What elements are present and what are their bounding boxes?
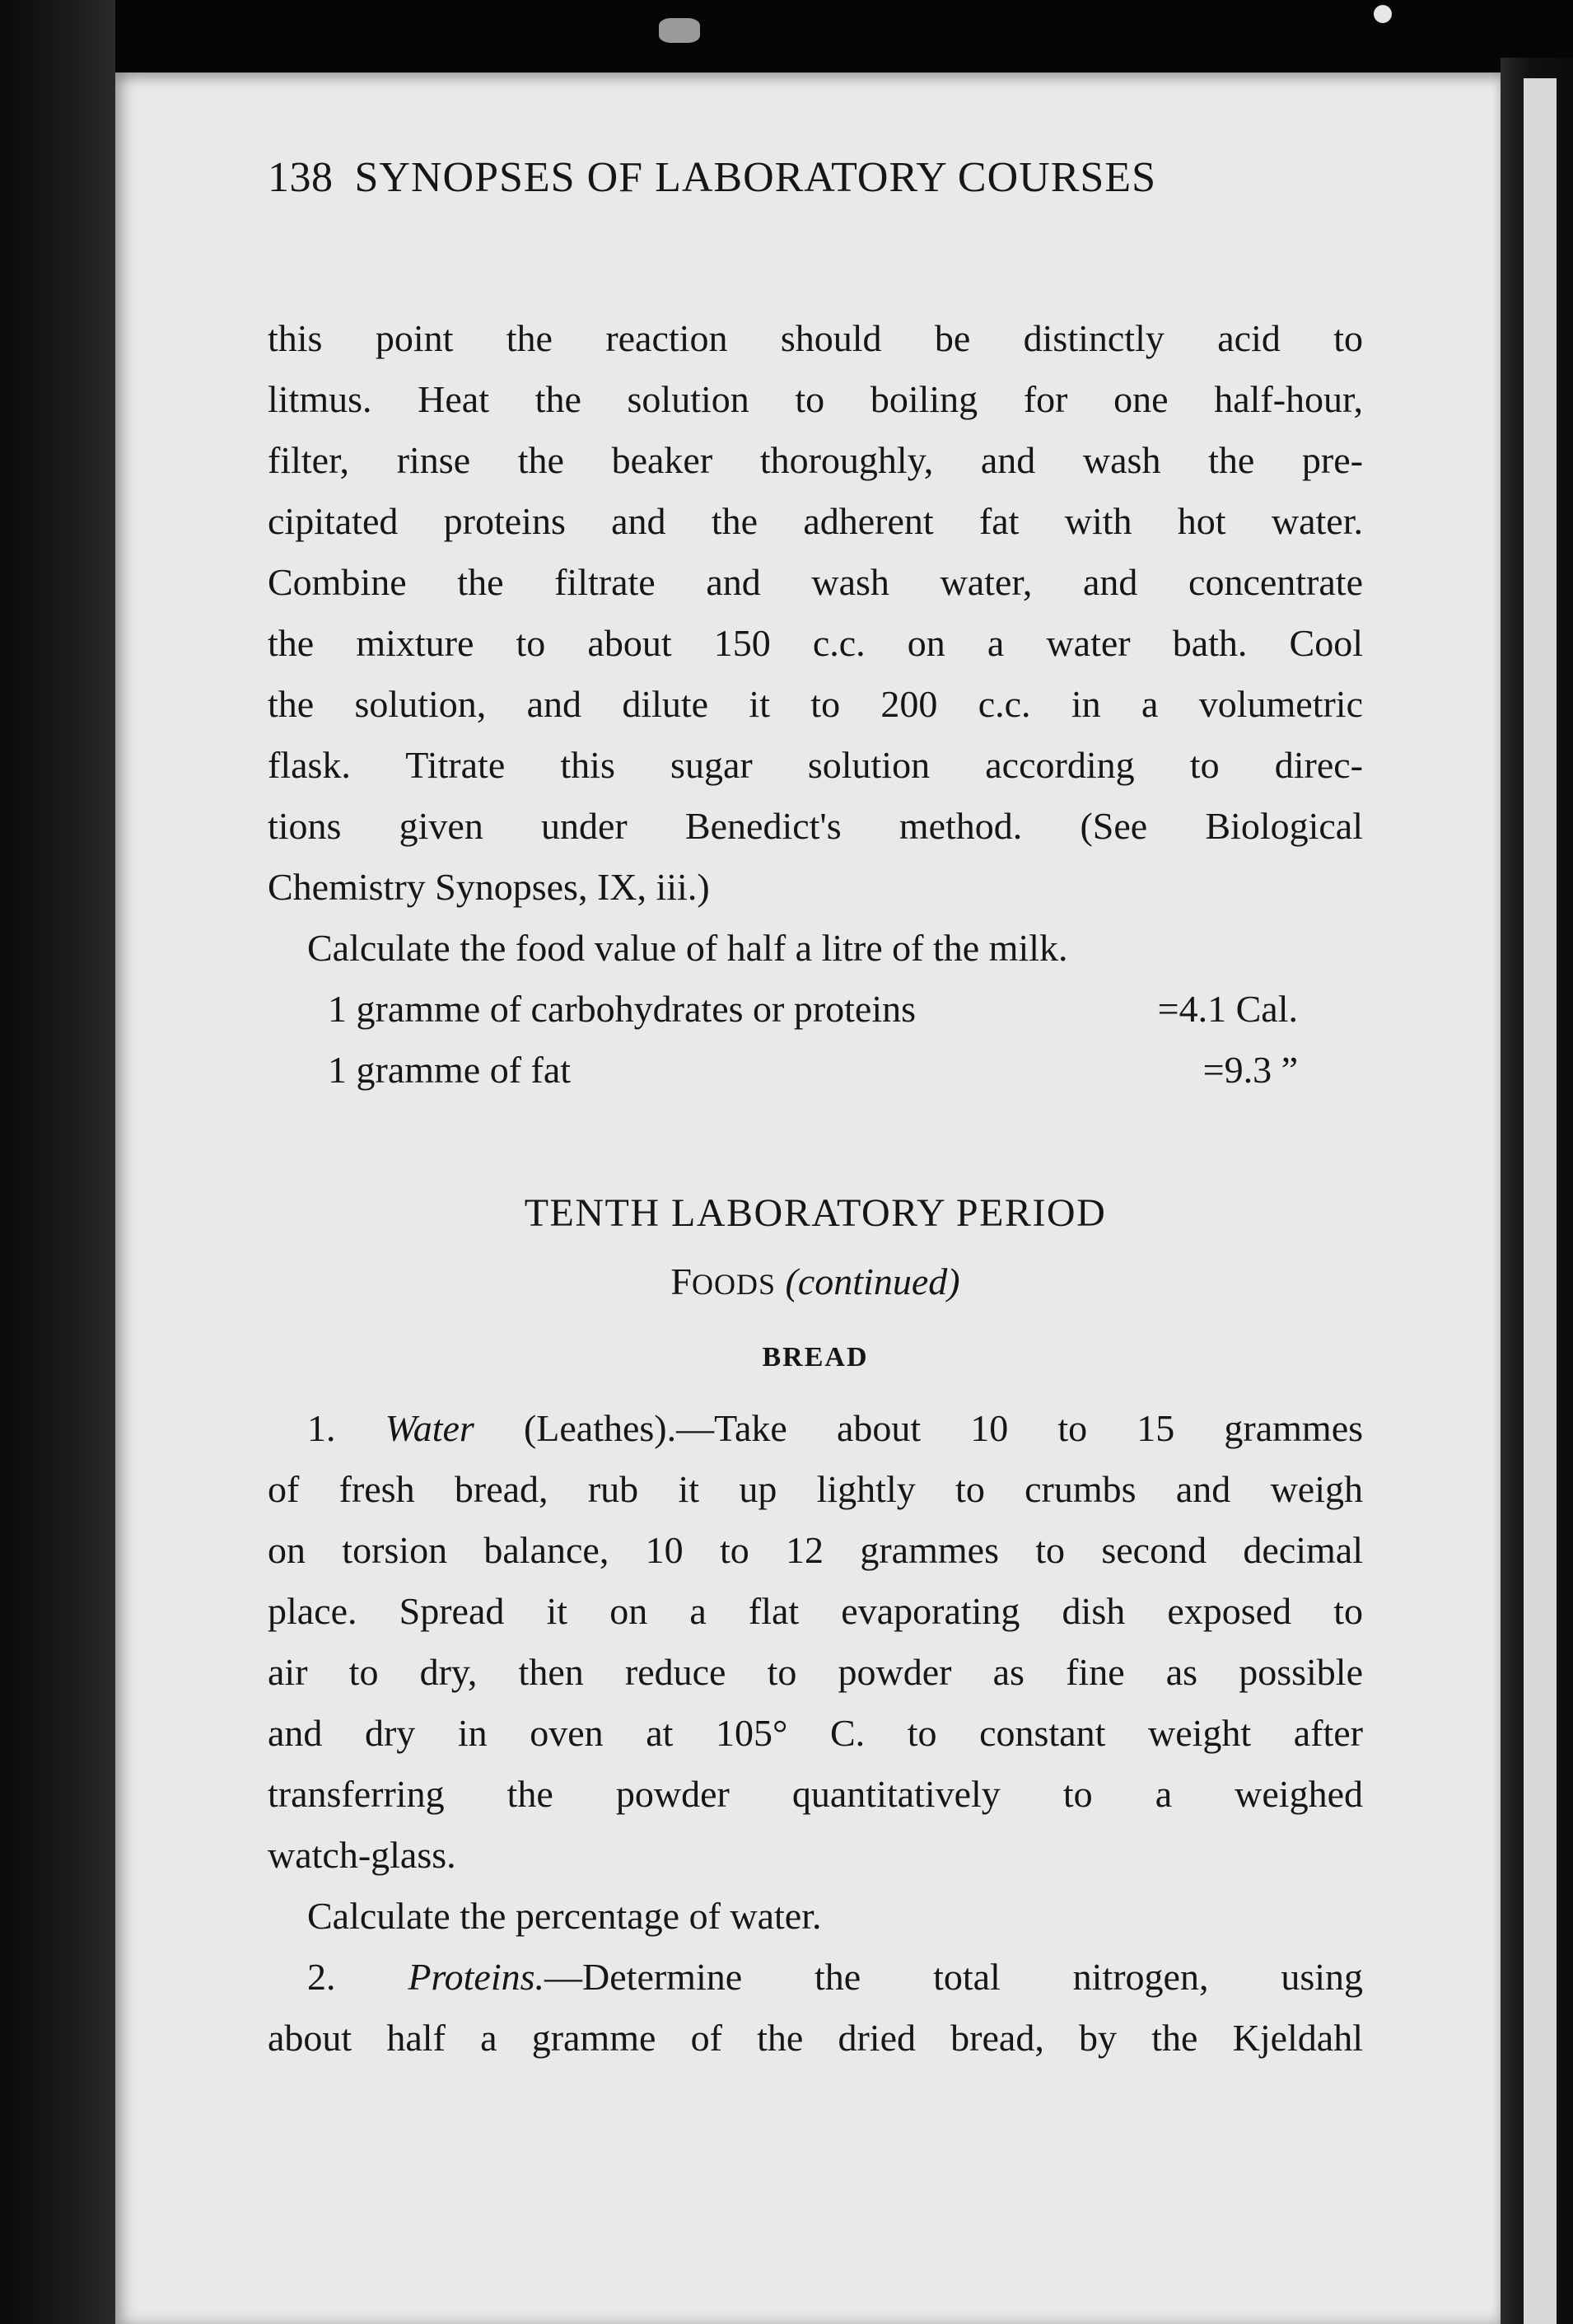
minor-heading: BREAD (762, 1342, 869, 1372)
text-line: litmus. Heat the solution to boiling for one half-hour, (268, 378, 1363, 420)
paragraph-opening-line (307, 1947, 1363, 2008)
formula-label: 1 gramme of fat (328, 1049, 572, 1091)
paragraph-title: Proteins. (408, 1956, 545, 1998)
text-line: about half a gramme of the dried bread, by the Kjeldahl (268, 2017, 1363, 2059)
page-number: 138 (268, 154, 334, 201)
text-line: the solution, and dilute it to 200 c.c. in a volumetric (268, 683, 1363, 725)
text-line: Chemistry Synopses, IX, iii.) (268, 866, 710, 908)
text-line: transferring the powder quantitatively to a weighed (268, 1773, 1363, 1815)
text-line: Calculate the food value of half a litre of the milk. (307, 927, 1068, 969)
formula-value: =4.1 Cal. (1157, 988, 1298, 1030)
scan-speck (659, 18, 700, 43)
running-head-title: SYNOPSES OF LABORATORY COURSES (354, 154, 1156, 201)
formula-value: =9.3 ” (1202, 1049, 1298, 1091)
paragraph-number: 1. (307, 1407, 336, 1449)
paragraph-opening-line (307, 1398, 1363, 1459)
formula-label: 1 gramme of carbohydrates or proteins (328, 988, 917, 1030)
text-line: of fresh bread, rub it up lightly to crumbs and weigh (268, 1468, 1363, 1510)
scan-left-edge (0, 0, 115, 2324)
paragraph-title: Water (385, 1407, 474, 1449)
scan-speck (1374, 5, 1392, 23)
text-line: on torsion balance, 10 to 12 grammes to second decimal (268, 1529, 1363, 1571)
section-subheading (268, 1257, 1363, 1309)
scan-top-edge (0, 0, 1573, 72)
paragraph-text: (Leathes).—Take about 10 to 15 grammes (523, 1407, 1364, 1449)
section-heading: TENTH LABORATORY PERIOD (524, 1191, 1107, 1235)
subheading-initial: F (670, 1260, 693, 1302)
adjacent-page-edge (1524, 78, 1557, 2324)
subheading-smallcaps: OODS (692, 1268, 777, 1301)
text-line: the mixture to about 150 c.c. on a water bath. Cool (268, 622, 1363, 664)
food-value-formula (328, 1040, 1298, 1101)
text-line: flask. Titrate this sugar solution according to direc- (268, 744, 1363, 786)
text-line: Combine the filtrate and wash water, and concentrate (268, 561, 1363, 603)
subheading-italic: (continued) (785, 1260, 960, 1302)
paragraph-text: —Determine the total nitrogen, using (544, 1956, 1364, 1998)
text-line: tions given under Benedict's method. (See Biological (268, 805, 1363, 847)
text-line: this point the reaction should be distinctly acid to (268, 317, 1363, 359)
text-line: Calculate the percentage of water. (307, 1895, 822, 1937)
text-line: cipitated proteins and the adherent fat with hot water. (268, 500, 1363, 542)
text-line: air to dry, then reduce to powder as fine as possible (268, 1651, 1363, 1693)
running-head (268, 154, 1355, 201)
text-line: and dry in oven at 105° C. to constant weight after (268, 1712, 1363, 1754)
paragraph-number: 2. (307, 1956, 336, 1998)
text-line: watch-glass. (268, 1834, 456, 1876)
text-line: place. Spread it on a flat evaporating dish exposed to (268, 1590, 1363, 1632)
text-line: filter, rinse the beaker thoroughly, and wash the pre- (268, 439, 1363, 481)
food-value-formula (328, 979, 1298, 1040)
